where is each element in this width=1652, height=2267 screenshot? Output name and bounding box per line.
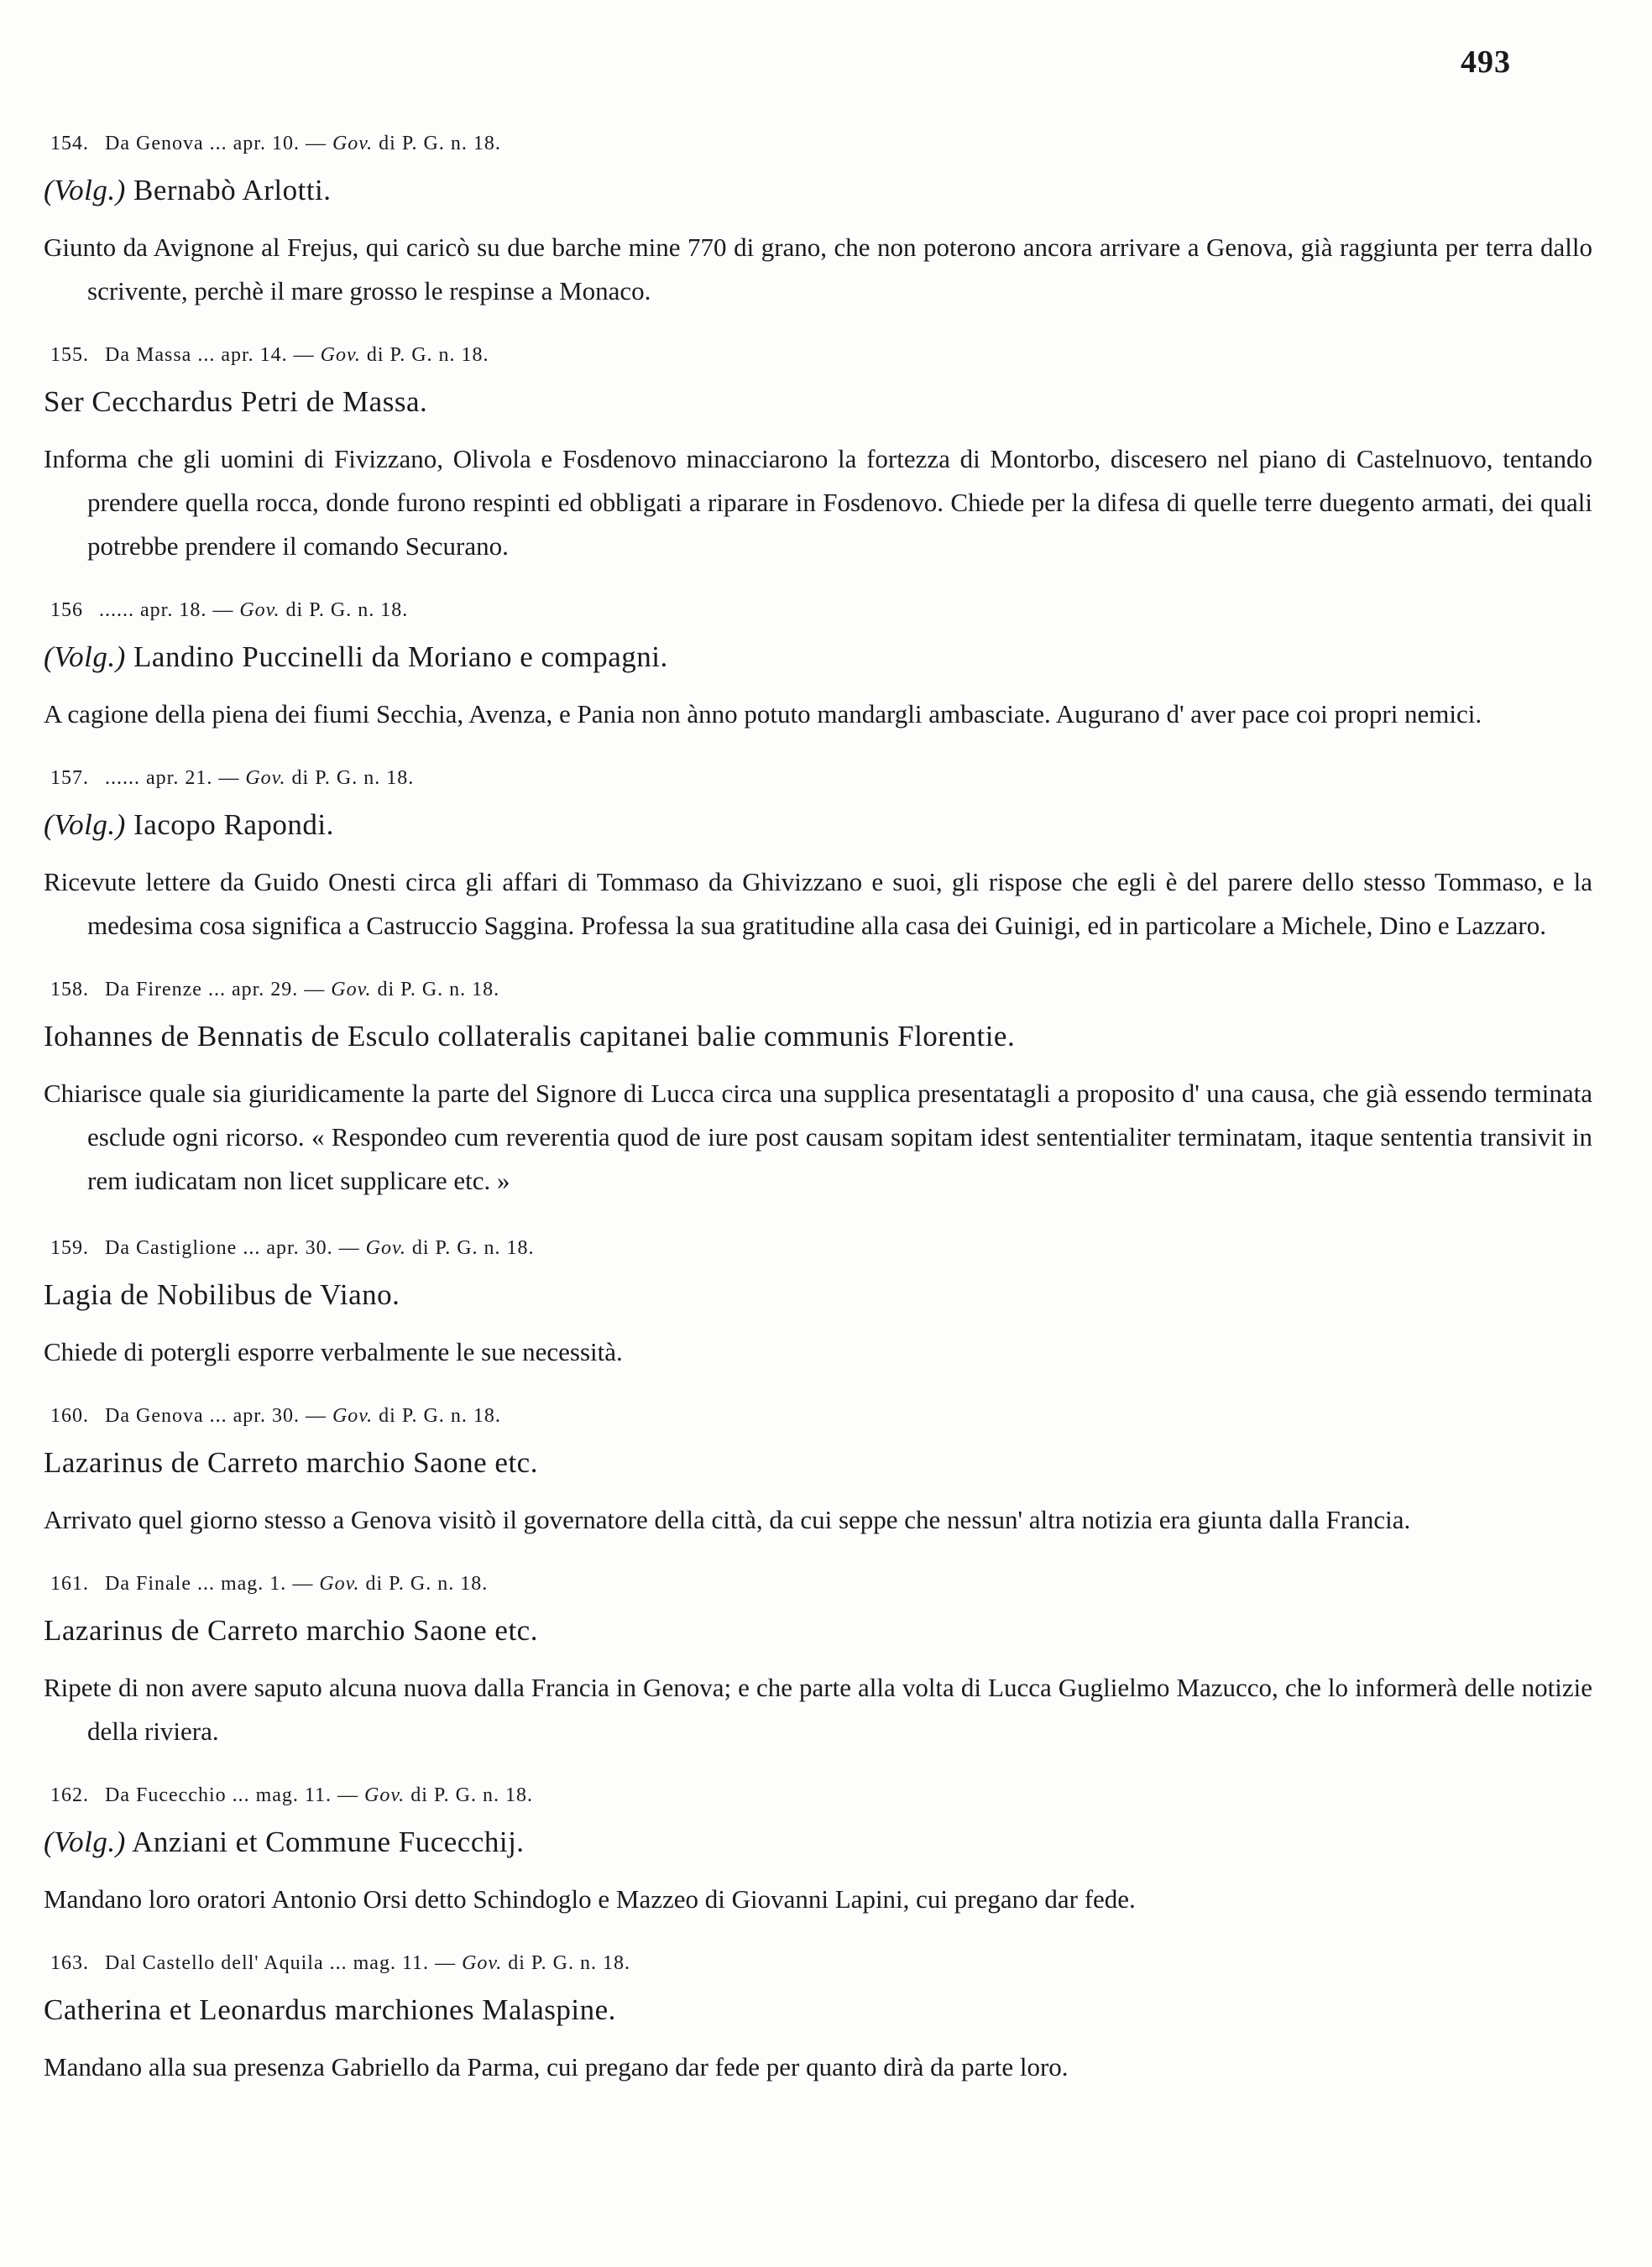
entry-gov: Gov. [332,133,374,154]
entry-header: 158. Da Firenze ... apr. 29. — Gov. di P. G. n. 18. [50,979,500,1000]
entry-ref: di P. G. n. 18. [365,1573,489,1595]
entry-159 [44,1235,1592,1374]
entry-header: 160. Da Genova ... apr. 30. — Gov. di P. G. n. 18. [50,1405,501,1427]
entry-number: 159. [50,1237,89,1259]
entry-number: 157. [50,767,89,789]
entry-date: apr. 10. [233,133,300,154]
entry-number: 160. [50,1405,89,1427]
entry-header: 155. Da Massa ... apr. 14. — Gov. di P. G. n. 18. [50,344,489,366]
entry-place: Da Firenze [105,979,202,1000]
entry-ref: di P. G. n. 18. [508,1952,630,1974]
entry-ref: di P. G. n. 18. [379,1405,501,1427]
entry-ref: di P. G. n. 18. [291,767,415,789]
entry-gov: Gov. [365,1237,406,1259]
sender-name: Iohannes de Bennatis de Esculo collateralis capitanei balie communis Florentie. [44,1020,1016,1053]
entry-number: 158. [50,979,89,1000]
entry-summary: Mandano alla sua presenza Gabriello da Parma, cui pregano dar fede per quanto dirà da parte loro. [44,2052,1069,2082]
entry-ref: di P. G. n. 18. [411,1237,535,1259]
sender-name: Lagia de Nobilibus de Viano. [44,1278,400,1311]
entry-ref: di P. G. n. 18. [366,344,489,366]
entry-date: apr. 21. [146,767,213,789]
entry-ref: di P. G. n. 18. [377,979,500,1000]
entry-number: 154. [50,133,89,154]
entry-sender [44,1992,1592,2029]
sender-name: Iacopo Rapondi. [133,808,334,841]
entry-156 [44,597,1592,736]
entry-sender [44,807,1592,844]
volg-mark: (Volg.) [44,808,126,841]
entry-summary: Chiede di potergli esporre verbalmente le sue necessità. [44,1337,623,1366]
entry-header: 157. ...... apr. 21. — Gov. di P. G. n. 18. [50,767,415,789]
entry-date: mag. 11. [255,1784,332,1806]
entry-place: Dal Castello dell' Aquila [105,1952,324,1974]
entry-sender [44,1612,1592,1649]
entry-162 [44,1782,1592,1921]
entry-place: Da Genova [105,133,204,154]
page-number: 493 [1461,44,1511,80]
entry-place: Da Castiglione [105,1237,238,1259]
entry-sender [44,1824,1592,1861]
entry-summary: Arrivato quel giorno stesso a Genova visitò il governatore della città, da cui seppe che nessun' altra notizia era giunta dalla Francia. [44,1505,1411,1534]
entry-gov: Gov. [320,344,361,366]
entry-header: 154. Da Genova ... apr. 10. — Gov. di P. G. n. 18. [50,133,501,154]
sender-name: Bernabò Arlotti. [133,174,332,206]
entry-place: Da Fucecchio [105,1784,227,1806]
entry-summary: Ripete di non avere saputo alcuna nuova dalla Francia in Genova; e che parte alla volta di Lucca Guglielmo Mazucco, che lo informerà delle notizie della riviera. [44,1673,1592,1746]
entry-header: 162. Da Fucecchio ... mag. 11. — Gov. di P. G. n. 18. [50,1784,533,1806]
entry-gov: Gov. [332,1405,374,1427]
entry-sender [44,172,1592,209]
volg-mark: (Volg.) [44,174,126,206]
entry-gov: Gov. [239,599,280,621]
entry-number: 162. [50,1784,89,1806]
entry-number: 161. [50,1573,89,1595]
entry-157 [44,765,1592,948]
entry-163 [44,1950,1592,2089]
volg-mark: (Volg.) [44,640,126,673]
entry-gov: Gov. [319,1573,360,1595]
entry-ref: di P. G. n. 18. [379,133,501,154]
entry-160 [44,1403,1592,1542]
entry-sender [44,384,1592,420]
entry-summary: Giunto da Avignone al Frejus, qui caricò su due barche mine 770 di grano, che non poterono ancora arrivare a Genova, già raggiunta per terra dallo scrivente, perchè il mare grosso le respinse a Monaco. [44,232,1592,306]
entries-list [44,130,1592,2089]
entry-161 [44,1570,1592,1753]
entry-ref: di P. G. n. 18. [410,1784,533,1806]
entry-place: Da Massa [105,344,192,366]
sender-name: Landino Puccinelli da Moriano e compagni. [133,640,668,673]
entry-date: apr. 29. [231,979,299,1000]
volg-mark: (Volg.) [44,1826,126,1858]
entry-header: 159. Da Castiglione ... apr. 30. — Gov. di P. G. n. 18. [50,1237,535,1259]
sender-name: Lazarinus de Carreto marchio Saone etc. [44,1446,538,1479]
entry-ref: di P. G. n. 18. [285,599,409,621]
entry-sender [44,1444,1592,1481]
entry-header: 156 ...... apr. 18. — Gov. di P. G. n. 18. [50,599,409,621]
entry-summary: Chiarisce quale sia giuridicamente la parte del Signore di Lucca circa una supplica presentatagli a proposito d' una causa, che già essendo terminata esclude ogni ricorso. « Respondeo cum reverentia quod de iure post causam sopitam idest sententialiter terminatam, itaque sententia transivit in rem iudicatam non licet supplicare etc. » [44,1079,1592,1195]
entry-date: mag. 1. [220,1573,287,1595]
entry-sender [44,1018,1592,1055]
entry-place: Da Genova [105,1405,204,1427]
entry-header: 161. Da Finale ... mag. 1. — Gov. di P. G. n. 18. [50,1573,489,1595]
entry-date: apr. 30. [233,1405,300,1427]
entry-date: apr. 14. [221,344,288,366]
entry-summary: Ricevute lettere da Guido Onesti circa gli affari di Tommaso da Ghivizzano e suoi, gli rispose che egli è del parere dello stesso Tommaso, e la medesima cosa significa a Castruccio Saggina. Professa la sua gratitudine alla casa dei Guinigi, ed in particolare a Michele, Dino e Lazzaro. [44,867,1592,940]
entry-date: apr. 18. [140,599,207,621]
entry-place: Da Finale [105,1573,191,1595]
entry-sender [44,1277,1592,1314]
sender-name: Anziani et Commune Fucecchij. [132,1826,525,1858]
entry-155 [44,342,1592,568]
entry-summary: A cagione della piena dei fiumi Secchia, Avenza, e Pania non ànno potuto mandargli ambasciate. Augurano d' aver pace coi propri nemici. [44,699,1482,729]
entry-154 [44,130,1592,313]
entry-158 [44,976,1592,1203]
entry-header: 163. Dal Castello dell' Aquila ... mag. 11. — Gov. di P. G. n. 18. [50,1952,630,1974]
sender-name: Lazarinus de Carreto marchio Saone etc. [44,1614,538,1647]
entry-summary: Mandano loro oratori Antonio Orsi detto Schindoglo e Mazzeo di Giovanni Lapini, cui pregano dar fede. [44,1884,1136,1914]
entry-date: mag. 11. [353,1952,430,1974]
entry-number: 156 [50,599,83,621]
entry-date: apr. 30. [266,1237,333,1259]
sender-name: Ser Cecchardus Petri de Massa. [44,385,428,418]
entry-gov: Gov. [364,1784,405,1806]
sender-name: Catherina et Leonardus marchiones Malaspine. [44,1993,616,2026]
entry-gov: Gov. [245,767,286,789]
entry-sender [44,639,1592,676]
entry-gov: Gov. [331,979,372,1000]
entry-summary: Informa che gli uomini di Fivizzano, Olivola e Fosdenovo minacciarono la fortezza di Montorbo, discesero nel piano di Castelnuovo, tentando prendere quella rocca, donde furono respinti ed obbligati a riparare in Fosdenovo. Chiede per la difesa di quelle terre duegento armati, dei quali potrebbe prendere il comando Securano. [44,444,1592,561]
entry-number: 163. [50,1952,89,1974]
entry-number: 155. [50,344,89,366]
entry-gov: Gov. [462,1952,503,1974]
